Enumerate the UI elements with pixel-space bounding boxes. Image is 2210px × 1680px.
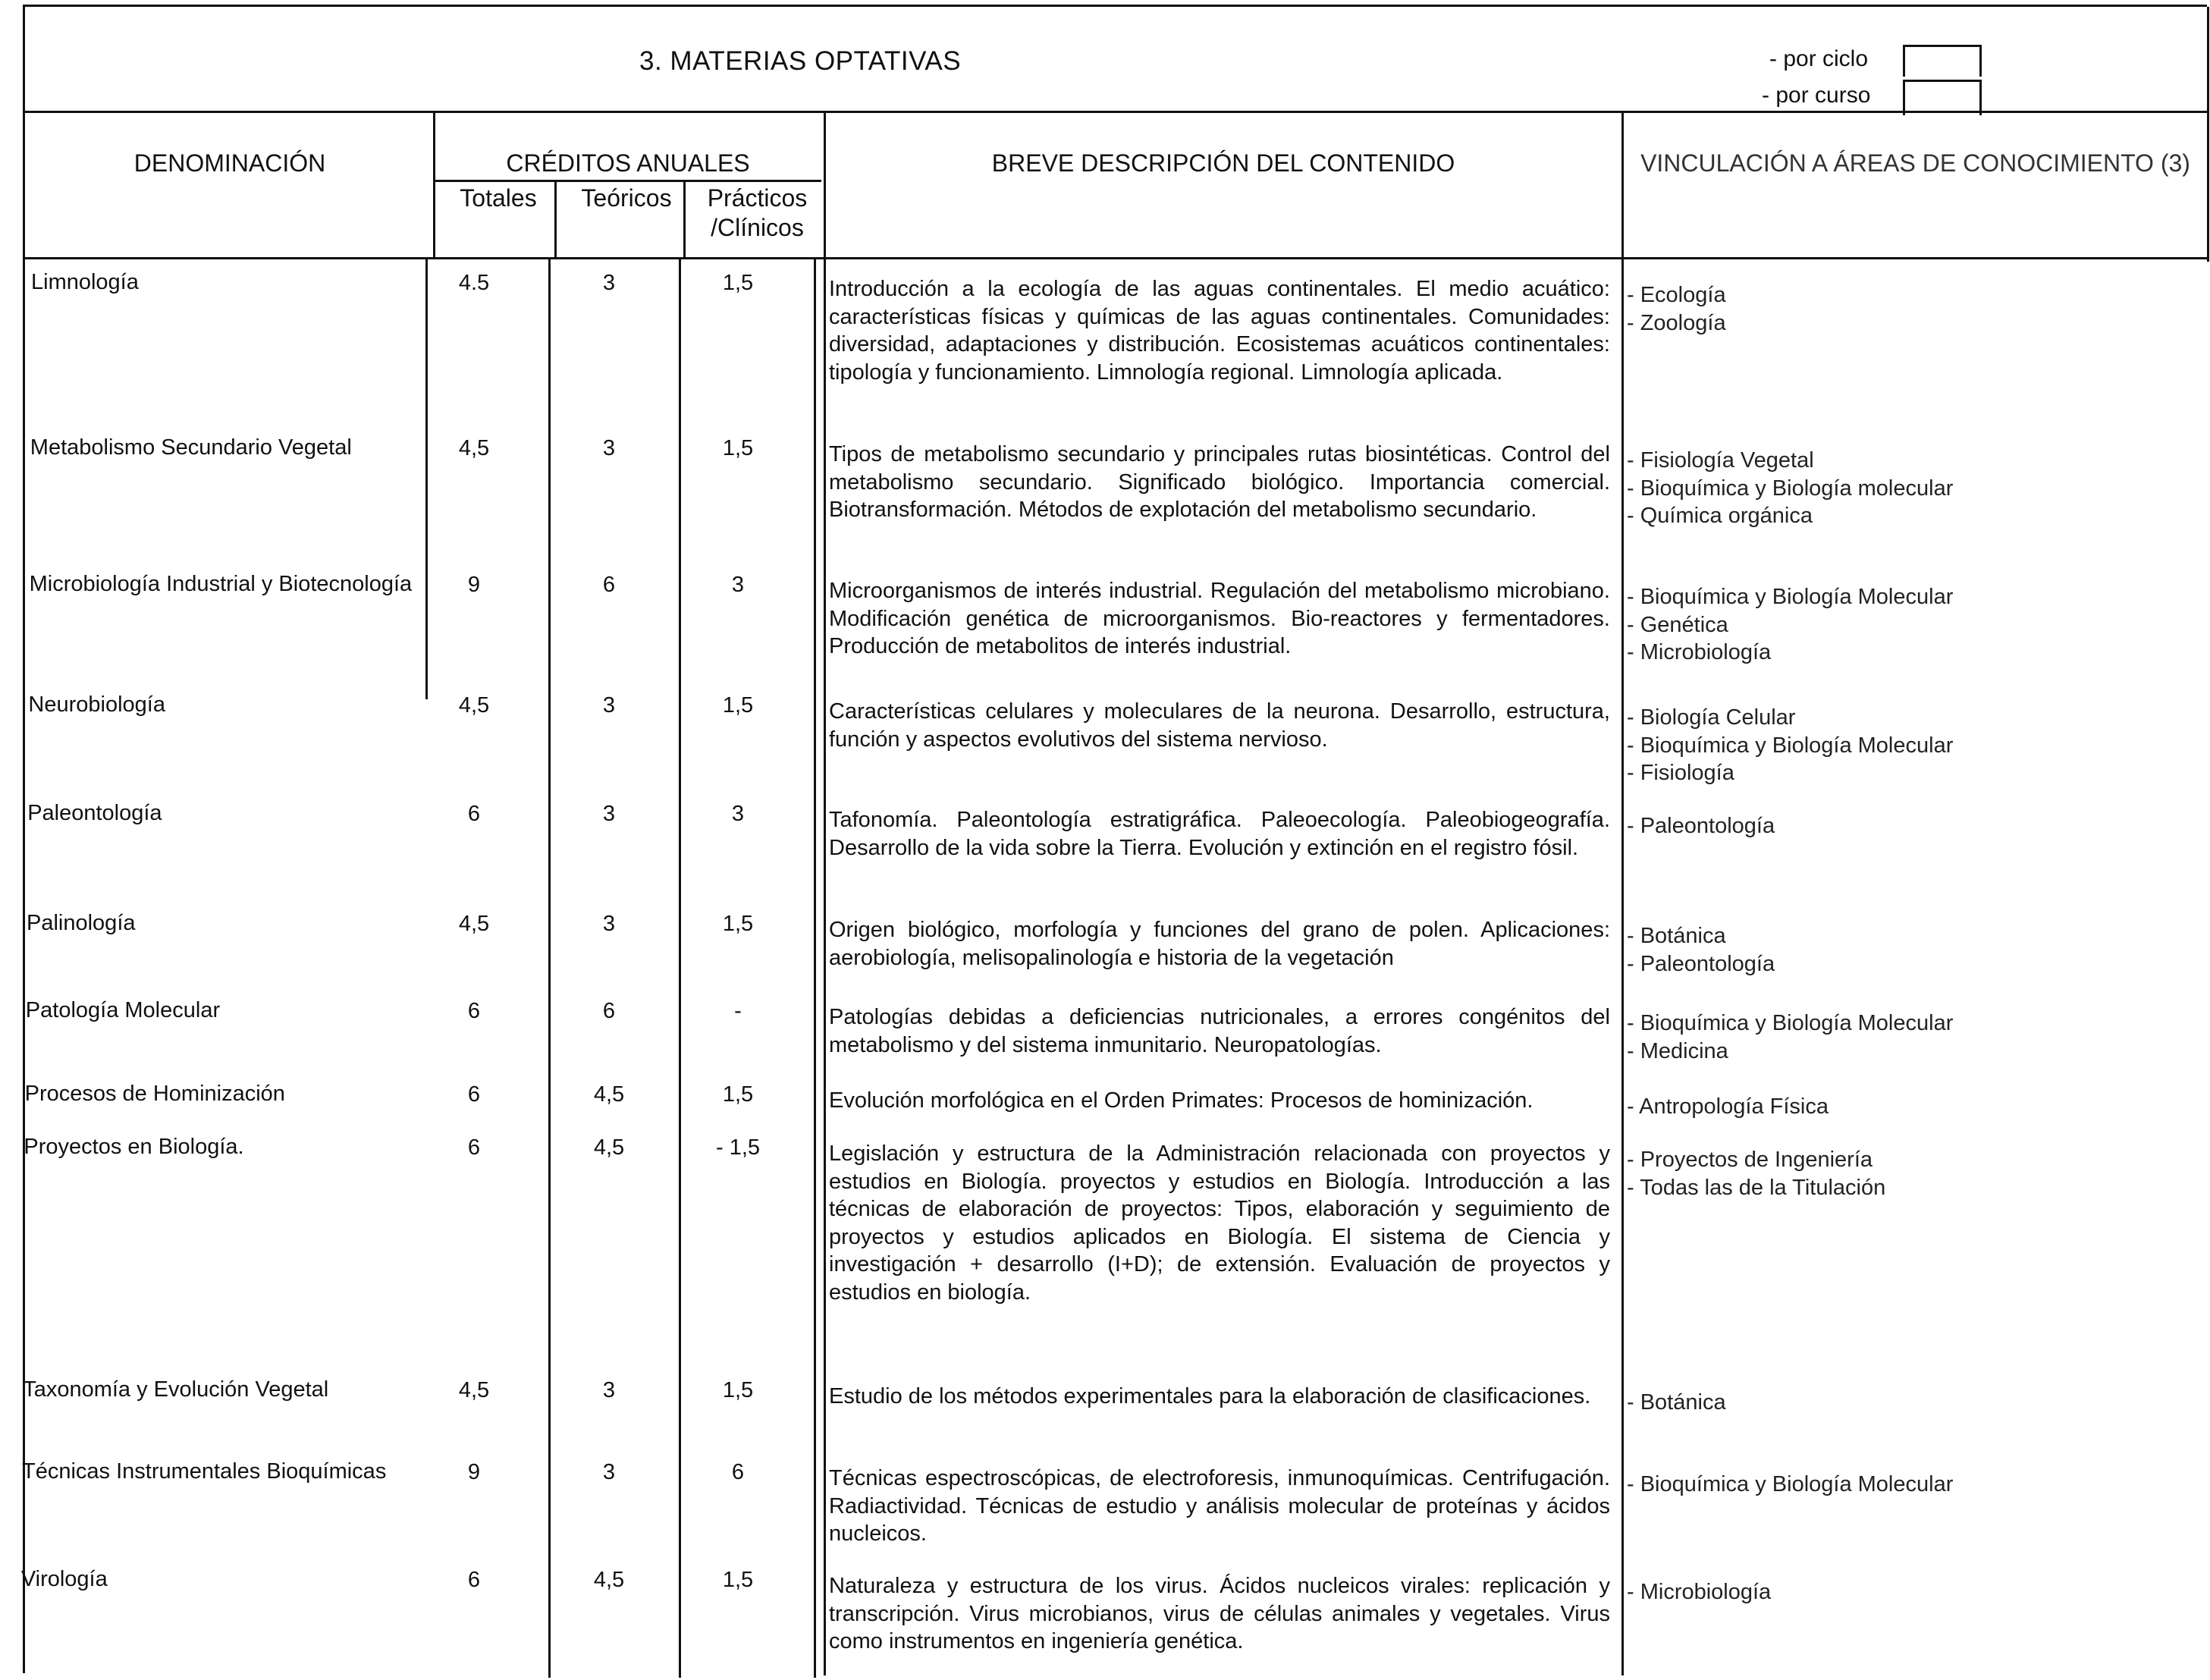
- creditos-totales: 6: [467, 1568, 481, 1592]
- subject-description: Introducción a la ecología de las aguas continentales. El medio acuático: características físicas y químicas de las aguas continentales. Comunidades: diversidad, adaptaciones y distribución. Ecosistemas acuáticos continentales: tipología y funcionamiento. Limnología regional. Limnología aplicada.: [829, 277, 1610, 385]
- creditos-practicos: 1,5: [722, 436, 754, 460]
- knowledge-area-item: - Microbiología: [1627, 1580, 1772, 1604]
- creditos-practicos: 3: [731, 802, 745, 826]
- creditos-teoricos: 6: [602, 573, 616, 597]
- subject-name: Proyectos en Biología.: [24, 1135, 244, 1159]
- knowledge-area-item: - Proyectos de Ingeniería: [1627, 1148, 1873, 1172]
- knowledge-area-item: - Zoología: [1627, 310, 1726, 335]
- creditos-practicos: 1,5: [722, 1378, 754, 1402]
- knowledge-area-item: - Bioquímica y Biología molecular: [1627, 476, 1954, 501]
- por-curso-label: - por curso: [1762, 83, 1871, 108]
- subject-description: Microorganismos de interés industrial. Regulación del metabolismo microbiano. Modificación genética de microorganismos. Bio-reactores y fermentadores. Producción de metabolitos de interés industrial.: [829, 579, 1610, 659]
- creditos-totales: 6: [467, 1135, 481, 1160]
- knowledge-area-item: - Bioquímica y Biología Molecular: [1627, 585, 1954, 609]
- knowledge-area-item: - Botánica: [1627, 1390, 1726, 1415]
- knowledge-areas: [1627, 583, 2188, 667]
- creditos-totales: 4,5: [458, 912, 490, 936]
- knowledge-areas: [1627, 1471, 2188, 1499]
- creditos-teoricos: 4,5: [593, 1082, 625, 1107]
- subject-name: Patología Molecular: [25, 998, 221, 1022]
- header-totales: Totales: [460, 184, 537, 212]
- creditos-totales: 6: [467, 802, 481, 826]
- subject-name: Virología: [20, 1567, 108, 1591]
- subject-name: Microbiología Industrial y Biotecnología: [29, 572, 413, 596]
- knowledge-areas: [1627, 281, 2188, 337]
- subject-description: Patologías debidas a deficiencias nutricionales, a errores congénitos del metabolismo y del sistema inmunitario. Neuropatologías.: [829, 1005, 1610, 1057]
- knowledge-areas: [1627, 704, 2188, 787]
- knowledge-area-item: - Paleontología: [1627, 951, 1775, 976]
- knowledge-area-item: - Biología Celular: [1627, 705, 1796, 730]
- creditos-practicos: 1,5: [722, 1082, 754, 1107]
- knowledge-areas: [1627, 1093, 2188, 1121]
- creditos-teoricos: 3: [602, 271, 616, 295]
- creditos-practicos: 1,5: [722, 912, 754, 936]
- creditos-practicos: - 1,5: [715, 1135, 761, 1160]
- subject-name: Taxonomía y Evolución Vegetal: [23, 1377, 329, 1402]
- knowledge-areas: [1627, 1010, 2188, 1065]
- creditos-totales: 4,5: [458, 1378, 490, 1402]
- creditos-totales: 4,5: [458, 436, 490, 460]
- creditos-practicos: 1,5: [722, 693, 754, 718]
- header-denominacion: DENOMINACIÓN: [133, 149, 326, 177]
- subject-description: Origen biológico, morfología y funciones del grano de polen. Aplicaciones: aerobiología, melisopalinología e historia de la vegetación: [829, 918, 1610, 970]
- subject-description: Tafonomía. Paleontología estratigráfica. Paleoecología. Paleobiogeografía. Desarrollo de la vida sobre la Tierra. Evolución y extinción en el registro fósil.: [829, 808, 1610, 860]
- creditos-practicos: -: [734, 999, 742, 1023]
- subject-name: Técnicas Instrumentales Bioquímicas: [22, 1459, 387, 1484]
- creditos-practicos: 1,5: [722, 1568, 754, 1592]
- header-descripcion: BREVE DESCRIPCIÓN DEL CONTENIDO: [991, 149, 1455, 177]
- subject-description: Características celulares y moleculares de la neurona. Desarrollo, estructura, función y aspectos evolutivos del sistema nervioso.: [829, 699, 1610, 752]
- knowledge-area-item: - Paleontología: [1627, 814, 1775, 838]
- knowledge-areas: [1627, 1389, 2188, 1417]
- knowledge-area-item: - Todas las de la Titulación: [1627, 1175, 1886, 1200]
- subject-name: Neurobiología: [28, 692, 165, 717]
- creditos-teoricos: 3: [602, 912, 616, 936]
- knowledge-area-item: - Bioquímica y Biología Molecular: [1627, 1472, 1954, 1496]
- knowledge-area-item: - Botánica: [1627, 924, 1726, 948]
- creditos-teoricos: 3: [602, 802, 616, 826]
- subject-description: Tipos de metabolismo secundario y principales rutas biosintéticas. Control del metabolismo secundario. Significado biológico. Importancia comercial. Biotransformación. Métodos de explotación del metabolismo secundario.: [829, 442, 1610, 523]
- subject-description: Naturaleza y estructura de los virus. Ácidos nucleicos virales: replicación y transcripción. Virus microbianos, virus de células animales y vegetales. Virus como instrumentos en ingeniería genética.: [829, 1574, 1610, 1654]
- subject-description: Evolución morfológica en el Orden Primates: Procesos de hominización.: [829, 1088, 1534, 1113]
- knowledge-areas: [1627, 922, 2188, 978]
- creditos-totales: 4,5: [458, 693, 490, 718]
- creditos-teoricos: 4,5: [593, 1135, 625, 1160]
- knowledge-area-item: - Ecología: [1627, 283, 1726, 307]
- subject-name: Procesos de Hominización: [24, 1082, 285, 1106]
- header-practicos: Prácticos /Clínicos: [707, 184, 808, 242]
- knowledge-area-item: - Microbiología: [1627, 640, 1772, 665]
- knowledge-area-item: - Química orgánica: [1627, 504, 1813, 529]
- creditos-teoricos: 4,5: [593, 1568, 625, 1592]
- creditos-practicos: 1,5: [722, 271, 754, 295]
- creditos-teoricos: 3: [602, 1378, 616, 1402]
- subject-description: Técnicas espectroscópicas, de electroforesis, inmunoquímicas. Centrifugación. Radiactividad. Técnicas de estudio y análisis molecular de proteínas y ácidos nucleicos.: [829, 1466, 1610, 1547]
- creditos-totales: 9: [467, 1460, 481, 1484]
- knowledge-area-item: - Fisiología Vegetal: [1627, 448, 1814, 473]
- knowledge-area-item: - Medicina: [1627, 1038, 1728, 1063]
- knowledge-areas: [1627, 1578, 2188, 1606]
- header-creditos-anuales: CRÉDITOS ANUALES: [506, 149, 750, 177]
- creditos-totales: 9: [467, 573, 481, 597]
- subject-description: Estudio de los métodos experimentales para la elaboración de clasificaciones.: [829, 1384, 1591, 1408]
- creditos-practicos: 6: [731, 1460, 745, 1484]
- subject-name: Paleontología: [27, 801, 162, 825]
- document-title: 3. MATERIAS OPTATIVAS: [639, 46, 962, 76]
- subject-name: Palinología: [27, 911, 136, 935]
- creditos-practicos: 3: [731, 573, 745, 597]
- subjects-table-body: [20, 7, 2209, 1675]
- creditos-teoricos: 3: [602, 1460, 616, 1484]
- header-teoricos: Teóricos: [581, 184, 672, 212]
- knowledge-area-item: - Antropología Física: [1627, 1094, 1829, 1119]
- subject-name: Metabolismo Secundario Vegetal: [30, 435, 352, 460]
- subject-name: Limnología: [31, 270, 139, 294]
- header-vinculacion: VINCULACIÓN A ÁREAS DE CONOCIMIENTO (3): [1640, 149, 2190, 177]
- knowledge-area-item: - Fisiología: [1627, 761, 1734, 786]
- creditos-teoricos: 3: [602, 436, 616, 460]
- knowledge-area-item: - Genética: [1627, 612, 1728, 637]
- por-ciclo-label: - por ciclo: [1769, 46, 1869, 71]
- creditos-teoricos: 3: [602, 693, 616, 718]
- creditos-totales: 4.5: [458, 271, 490, 295]
- knowledge-areas: [1627, 1146, 2188, 1201]
- subject-description: Legislación y estructura de la Administración relacionada con proyectos y estudios en Biología. proyectos y estudios en Biología. Introducción a las técnicas de elaboración de proyectos: Tipos, elaboración y seguimiento de proyectos y estudios aplicados en Biología. El sistema de Ciencia y investigación + desarrollo (I+D); de extensión. Evaluación de proyectos y estudios en biología.: [829, 1141, 1610, 1305]
- knowledge-areas: [1627, 447, 2188, 530]
- creditos-totales: 6: [467, 1082, 481, 1107]
- knowledge-areas: [1627, 812, 2188, 840]
- knowledge-area-item: - Bioquímica y Biología Molecular: [1627, 1011, 1954, 1035]
- document-sheet: [20, 5, 2207, 1673]
- creditos-totales: 6: [467, 999, 481, 1023]
- creditos-teoricos: 6: [602, 999, 616, 1023]
- knowledge-area-item: - Bioquímica y Biología Molecular: [1627, 733, 1954, 758]
